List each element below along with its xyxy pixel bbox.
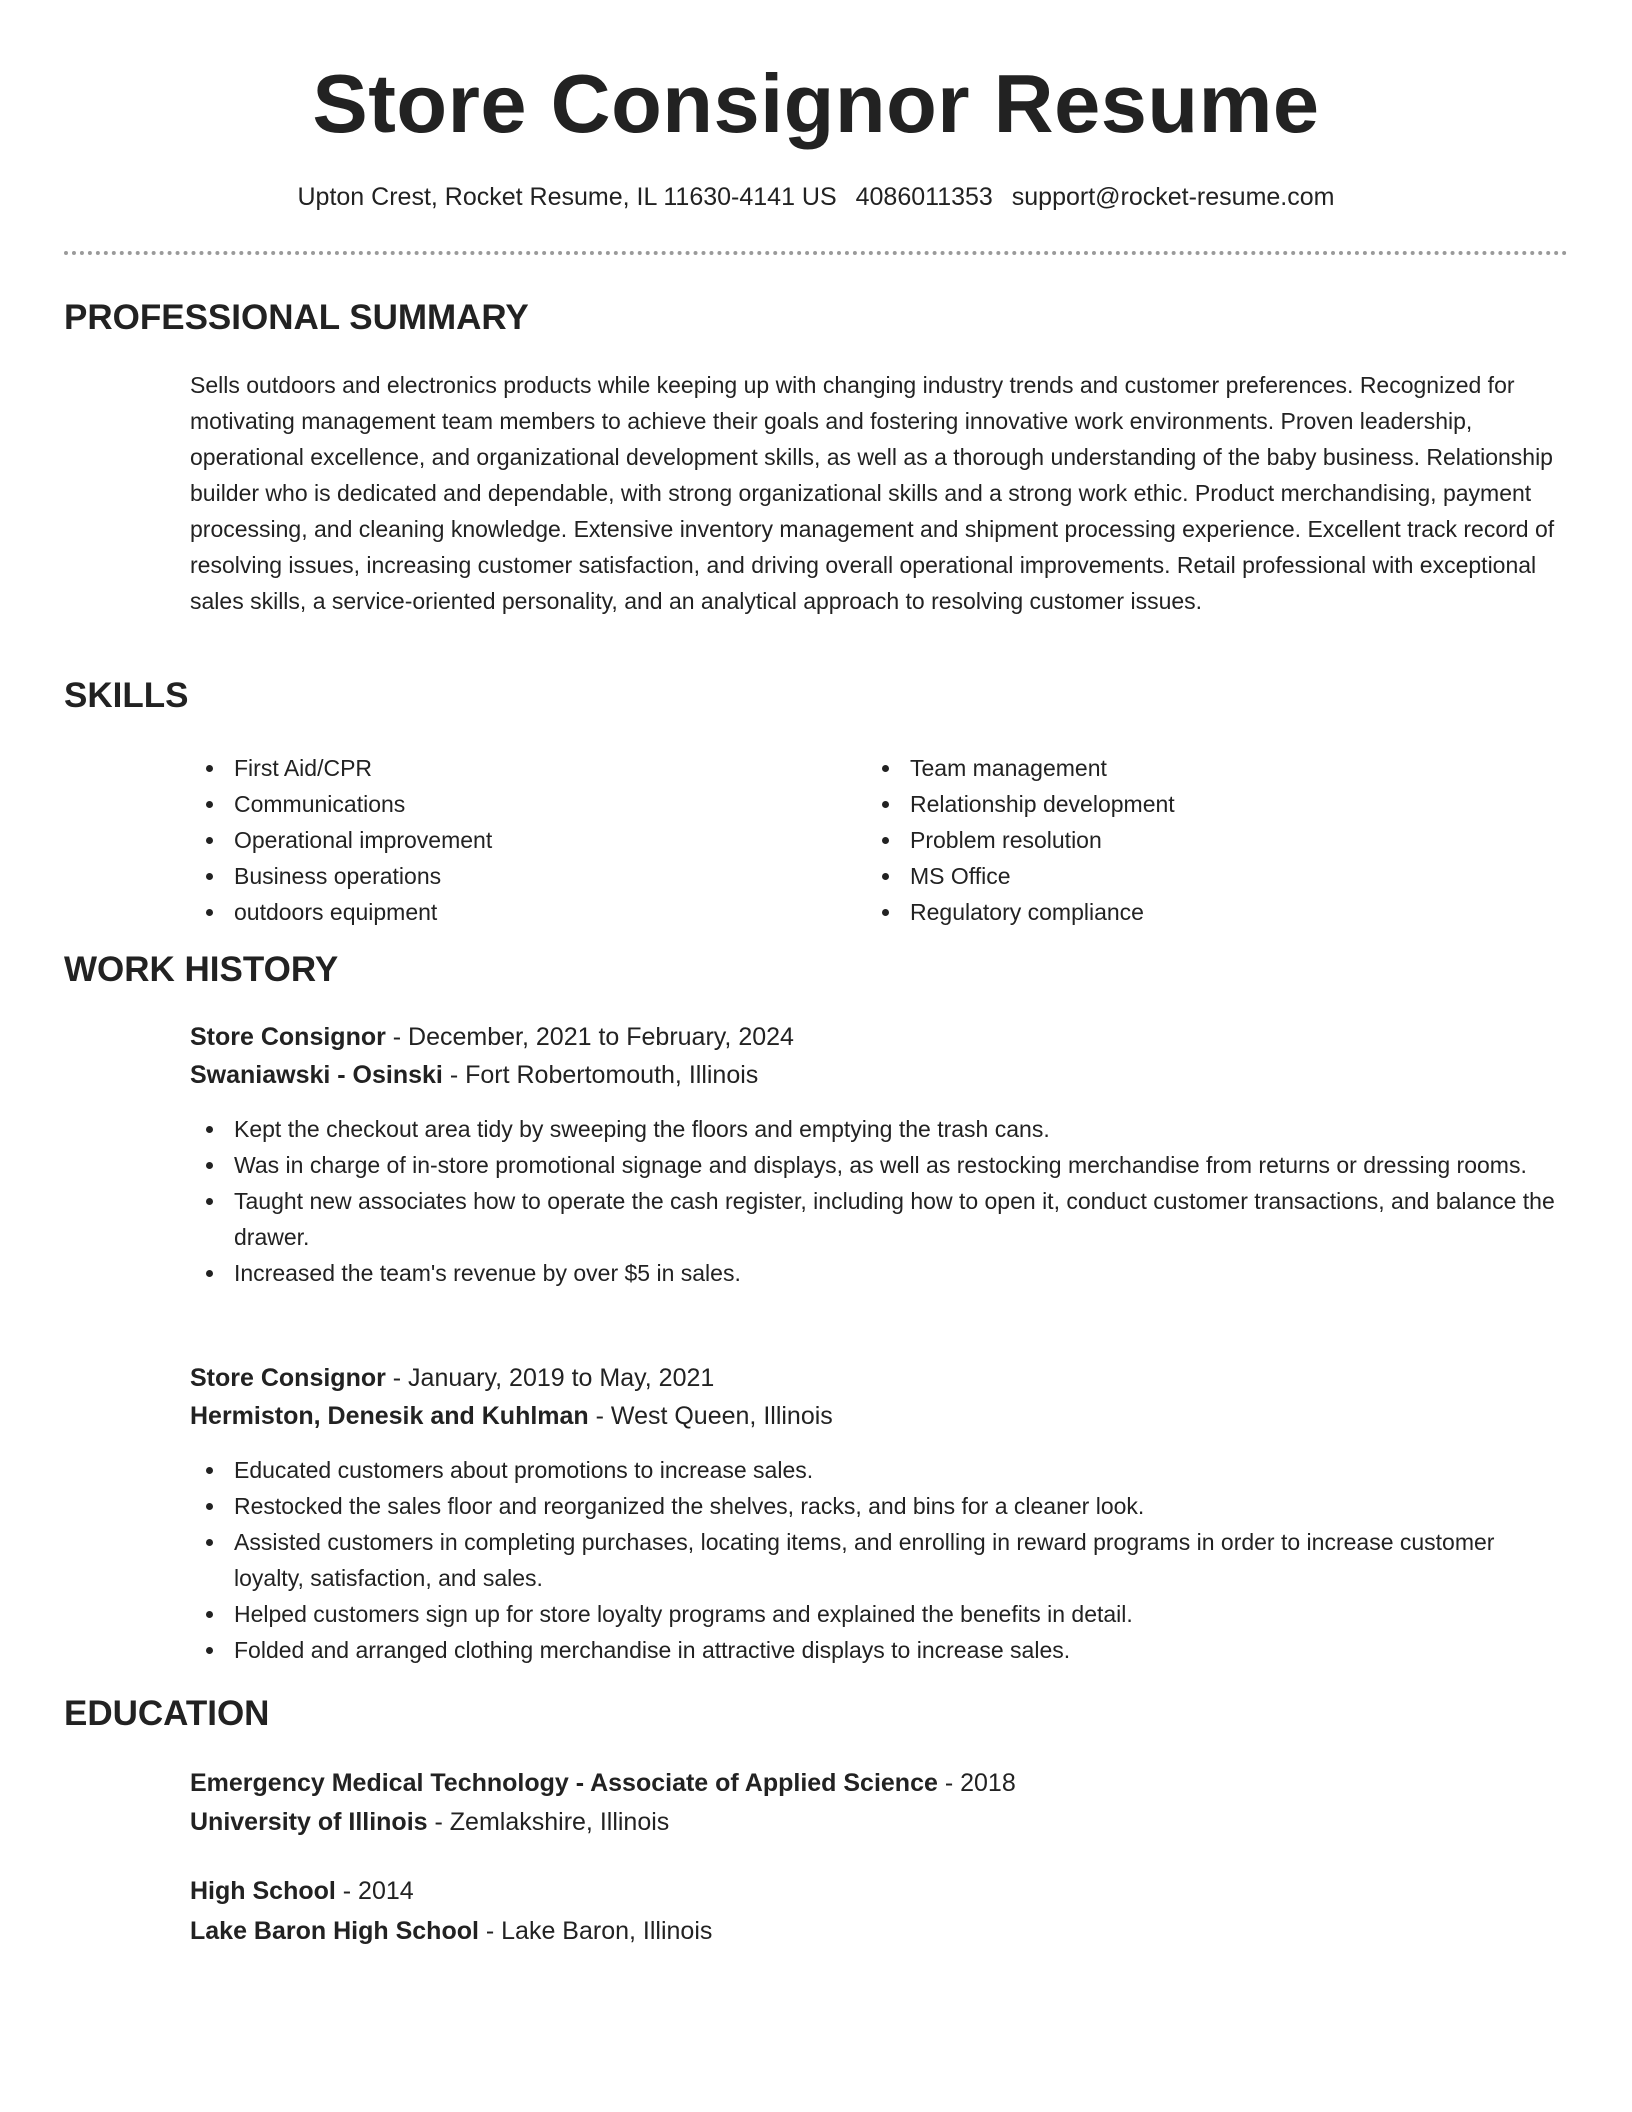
- edu-degree-line: [190, 1871, 414, 1911]
- job-bullet: Assisted customers in completing purchases, locating items, and enrolling in reward programs in order to increase customer loyalty, satisfaction, and sales.: [190, 1524, 1570, 1596]
- skill-item: Operational improvement: [190, 822, 810, 858]
- job-role: Store Consignor: [190, 1364, 386, 1392]
- skills-list-left: [190, 750, 810, 930]
- job-company: Hermiston, Denesik and Kuhlman: [190, 1402, 589, 1430]
- job-bullets: [190, 1111, 1570, 1291]
- edu-year: - 2018: [937, 1769, 1016, 1797]
- skill-item: Problem resolution: [866, 822, 1486, 858]
- job-bullet: Taught new associates how to operate the cash register, including how to open it, conduct customer transactions, and balance the drawer.: [190, 1183, 1570, 1255]
- skill-item: MS Office: [866, 858, 1486, 894]
- job-dates: - December, 2021 to February, 2024: [385, 1023, 794, 1051]
- section-title-work: WORK HISTORY: [64, 950, 339, 989]
- edu-degree: Emergency Medical Technology - Associate of Applied Science: [190, 1769, 938, 1797]
- job-bullet: Educated customers about promotions to increase sales.: [190, 1452, 1570, 1488]
- skills-list-right: [866, 750, 1486, 930]
- skill-item: First Aid/CPR: [190, 750, 810, 786]
- job-bullets: [190, 1452, 1570, 1668]
- job-company-line: [190, 1056, 758, 1094]
- edu-location: - Lake Baron, Illinois: [478, 1917, 713, 1945]
- edu-location: - Zemlakshire, Illinois: [427, 1808, 670, 1836]
- section-title-education: EDUCATION: [64, 1694, 270, 1733]
- skill-item: Team management: [866, 750, 1486, 786]
- job-bullet: Restocked the sales floor and reorganized the shelves, racks, and bins for a cleaner look.: [190, 1488, 1570, 1524]
- skill-item: Relationship development: [866, 786, 1486, 822]
- contact-email: support@rocket-resume.com: [1011, 183, 1335, 211]
- edu-year: - 2014: [335, 1877, 414, 1905]
- skill-item: Business operations: [190, 858, 810, 894]
- edu-school-line: [190, 1802, 669, 1842]
- skill-item: Regulatory compliance: [866, 894, 1486, 930]
- skill-item: Communications: [190, 786, 810, 822]
- contact-phone: 4086011353: [855, 183, 993, 211]
- job-company-line: [190, 1397, 833, 1435]
- header-divider: [64, 251, 1568, 255]
- job-title-line: [190, 1359, 714, 1397]
- section-title-summary: PROFESSIONAL SUMMARY: [64, 298, 529, 337]
- job-bullet: Kept the checkout area tidy by sweeping the floors and emptying the trash cans.: [190, 1111, 1570, 1147]
- contact-line: [0, 181, 1632, 213]
- edu-degree: High School: [190, 1877, 336, 1905]
- job-bullet: Helped customers sign up for store loyalty programs and explained the benefits in detail.: [190, 1596, 1570, 1632]
- edu-school: Lake Baron High School: [190, 1917, 479, 1945]
- skill-item: outdoors equipment: [190, 894, 810, 930]
- job-dates: - January, 2019 to May, 2021: [385, 1364, 715, 1392]
- job-bullet: Was in charge of in-store promotional signage and displays, as well as restocking merchandise from returns or dressing rooms.: [190, 1147, 1570, 1183]
- summary-text: Sells outdoors and electronics products while keeping up with changing industry trends and customer preferences. Recognized for motivating management team members to achieve their goals and fostering innovative work environments. Proven leadership, operational excellence, and organizational development skills, as well as a thorough understanding of the baby business. Relationship builder who is dedicated and dependable, with strong organizational skills and a strong work ethic. Product merchandising, payment processing, and cleaning knowledge. Extensive inventory management and shipment processing experience. Excellent track record of resolving issues, increasing customer satisfaction, and driving overall operational improvements. Retail professional with exceptional sales skills, a service-oriented personality, and an analytical approach to resolving customer issues.: [190, 372, 1555, 614]
- job-role: Store Consignor: [190, 1023, 386, 1051]
- job-title-line: [190, 1018, 794, 1056]
- resume-title: Store Consignor Resume: [312, 57, 1320, 150]
- edu-school: University of Illinois: [190, 1808, 428, 1836]
- job-location: - Fort Robertomouth, Illinois: [442, 1061, 759, 1089]
- job-bullet: Increased the team's revenue by over $5 in sales.: [190, 1255, 1570, 1291]
- job-company: Swaniawski - Osinski: [190, 1061, 443, 1089]
- edu-school-line: [190, 1911, 712, 1951]
- job-bullet: Folded and arranged clothing merchandise in attractive displays to increase sales.: [190, 1632, 1570, 1668]
- edu-degree-line: [190, 1763, 1016, 1803]
- section-title-skills: SKILLS: [64, 676, 189, 715]
- contact-address: Upton Crest, Rocket Resume, IL 11630-4141 US: [297, 183, 837, 211]
- job-location: - West Queen, Illinois: [588, 1402, 833, 1430]
